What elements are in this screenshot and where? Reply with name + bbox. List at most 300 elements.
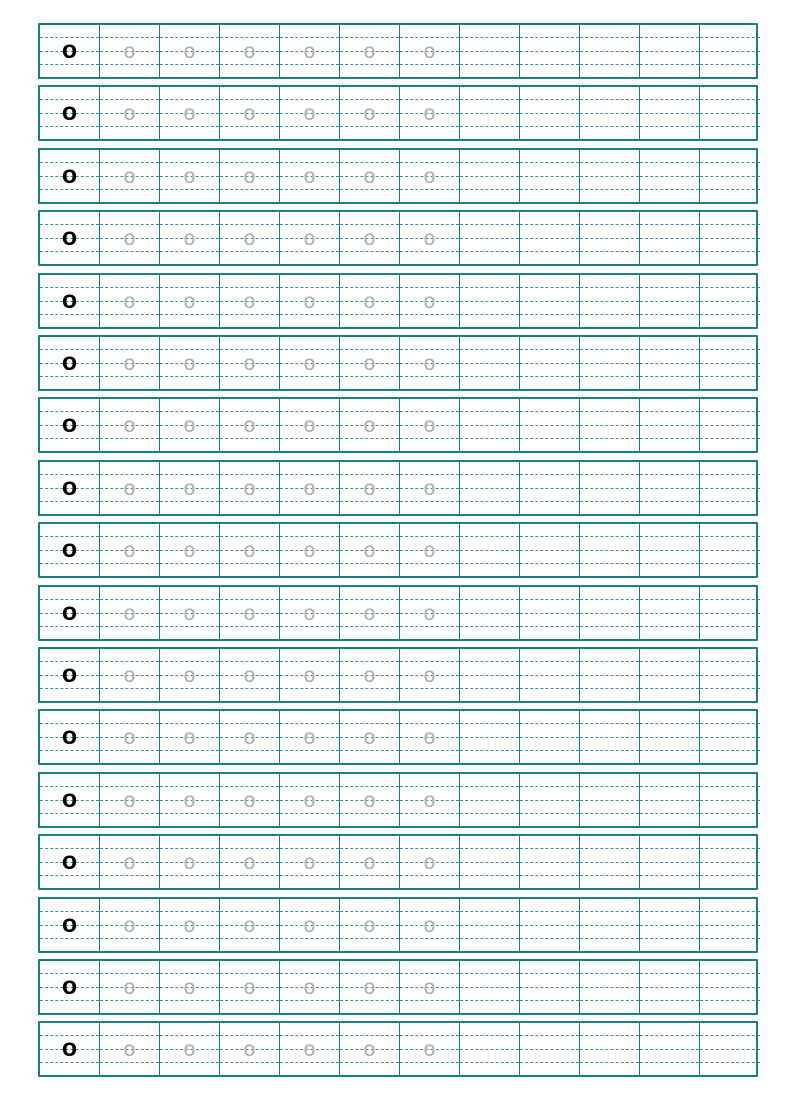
guide-line — [700, 987, 760, 988]
guide-line — [460, 113, 519, 114]
guide-line — [520, 925, 579, 926]
guide-line — [700, 862, 760, 863]
model-letter: o — [61, 36, 78, 64]
blank-practice-cell[interactable] — [700, 774, 760, 826]
guide-line — [700, 925, 760, 926]
trace-letter-cell — [280, 1023, 340, 1075]
trace-letter: o — [363, 914, 376, 937]
blank-practice-cell[interactable] — [460, 25, 520, 77]
blank-practice-cell[interactable] — [700, 1023, 760, 1075]
trace-letter: o — [243, 851, 256, 874]
trace-letter: o — [363, 414, 376, 437]
blank-practice-cell[interactable] — [520, 212, 580, 264]
trace-letter-cell — [340, 399, 400, 451]
guide-line — [520, 363, 579, 364]
blank-practice-cell[interactable] — [640, 899, 700, 951]
trace-letter: o — [183, 976, 196, 999]
blank-practice-cell[interactable] — [460, 587, 520, 639]
trace-letter: o — [183, 726, 196, 749]
trace-letter: o — [123, 726, 136, 749]
practice-row — [38, 772, 758, 828]
blank-practice-cell[interactable] — [640, 399, 700, 451]
trace-letter: o — [243, 914, 256, 937]
model-letter-cell — [40, 524, 100, 576]
guide-line — [460, 224, 519, 225]
trace-letter-cell — [400, 1023, 460, 1075]
guide-line — [460, 737, 519, 738]
trace-letter: o — [123, 539, 136, 562]
trace-letter-cell — [220, 649, 280, 701]
blank-practice-cell[interactable] — [520, 711, 580, 763]
guide-line — [700, 162, 760, 163]
guide-line — [460, 411, 519, 412]
blank-practice-cell[interactable] — [580, 711, 640, 763]
trace-letter: o — [363, 352, 376, 375]
guide-line — [520, 238, 579, 239]
blank-practice-cell[interactable] — [580, 212, 640, 264]
guide-line — [460, 973, 519, 974]
guide-line — [460, 474, 519, 475]
guide-line — [580, 786, 639, 787]
trace-letter: o — [243, 976, 256, 999]
blank-practice-cell[interactable] — [640, 212, 700, 264]
guide-line — [580, 750, 639, 751]
guide-line — [460, 786, 519, 787]
guide-line — [640, 1000, 699, 1001]
guide-line — [520, 626, 579, 627]
guide-line — [520, 1035, 579, 1036]
model-letter: o — [61, 98, 78, 126]
blank-practice-cell[interactable] — [640, 1023, 700, 1075]
model-letter-cell — [40, 899, 100, 951]
guide-line — [580, 37, 639, 38]
guide-line — [700, 64, 760, 65]
guide-line — [640, 750, 699, 751]
guide-line — [520, 786, 579, 787]
blank-practice-cell[interactable] — [460, 212, 520, 264]
blank-practice-cell[interactable] — [460, 899, 520, 951]
guide-line — [640, 786, 699, 787]
guide-line — [460, 911, 519, 912]
guide-line — [640, 1062, 699, 1063]
trace-letter: o — [123, 789, 136, 812]
guide-line — [640, 363, 699, 364]
trace-letter-cell — [100, 462, 160, 514]
trace-letter: o — [123, 352, 136, 375]
blank-practice-cell[interactable] — [700, 649, 760, 701]
trace-letter-cell — [220, 961, 280, 1013]
guide-line — [460, 599, 519, 600]
guide-line — [700, 411, 760, 412]
guide-line — [580, 661, 639, 662]
guide-line — [580, 737, 639, 738]
guide-line — [520, 51, 579, 52]
trace-letter-cell — [340, 212, 400, 264]
trace-letter-cell — [160, 836, 220, 888]
guide-line — [460, 750, 519, 751]
guide-line — [520, 688, 579, 689]
trace-letter-cell — [160, 1023, 220, 1075]
trace-letter: o — [243, 290, 256, 313]
blank-practice-cell[interactable] — [520, 87, 580, 139]
blank-practice-cell[interactable] — [460, 150, 520, 202]
practice-row — [38, 1021, 758, 1077]
guide-line — [580, 599, 639, 600]
practice-row — [38, 522, 758, 578]
trace-letter-cell — [220, 399, 280, 451]
trace-letter-cell — [160, 87, 220, 139]
guide-line — [640, 723, 699, 724]
trace-letter-cell — [340, 587, 400, 639]
trace-letter: o — [183, 602, 196, 625]
trace-letter-cell — [160, 399, 220, 451]
trace-letter: o — [363, 290, 376, 313]
blank-practice-cell[interactable] — [640, 25, 700, 77]
blank-practice-cell[interactable] — [460, 961, 520, 1013]
blank-practice-cell[interactable] — [700, 337, 760, 389]
blank-practice-cell[interactable] — [640, 150, 700, 202]
trace-letter: o — [243, 726, 256, 749]
trace-letter-cell — [160, 587, 220, 639]
trace-letter: o — [183, 1038, 196, 1061]
trace-letter-cell — [160, 150, 220, 202]
trace-letter-cell — [160, 649, 220, 701]
trace-letter: o — [243, 539, 256, 562]
guide-line — [580, 314, 639, 315]
guide-line — [700, 438, 760, 439]
trace-letter: o — [123, 914, 136, 937]
guide-line — [520, 189, 579, 190]
blank-practice-cell[interactable] — [700, 961, 760, 1013]
blank-practice-cell[interactable] — [700, 399, 760, 451]
trace-letter-cell — [340, 1023, 400, 1075]
guide-line — [460, 1035, 519, 1036]
trace-letter-cell — [400, 275, 460, 327]
blank-practice-cell[interactable] — [460, 87, 520, 139]
blank-practice-cell[interactable] — [580, 1023, 640, 1075]
blank-practice-cell[interactable] — [460, 275, 520, 327]
guide-line — [700, 501, 760, 502]
guide-line — [460, 126, 519, 127]
guide-line — [700, 376, 760, 377]
blank-practice-cell[interactable] — [580, 399, 640, 451]
blank-practice-cell[interactable] — [520, 836, 580, 888]
trace-letter: o — [183, 851, 196, 874]
guide-line — [580, 64, 639, 65]
guide-line — [700, 488, 760, 489]
guide-line — [460, 987, 519, 988]
blank-practice-cell[interactable] — [580, 462, 640, 514]
blank-practice-cell[interactable] — [460, 711, 520, 763]
guide-line — [460, 875, 519, 876]
blank-practice-cell[interactable] — [580, 587, 640, 639]
trace-letter: o — [123, 414, 136, 437]
blank-practice-cell[interactable] — [640, 524, 700, 576]
guide-line — [520, 287, 579, 288]
guide-line — [460, 925, 519, 926]
guide-line — [580, 301, 639, 302]
blank-practice-cell[interactable] — [700, 462, 760, 514]
trace-letter: o — [423, 976, 436, 999]
trace-letter: o — [423, 227, 436, 250]
blank-practice-cell[interactable] — [640, 337, 700, 389]
guide-line — [640, 613, 699, 614]
guide-line — [520, 848, 579, 849]
guide-line — [460, 376, 519, 377]
blank-practice-cell[interactable] — [460, 462, 520, 514]
guide-line — [700, 349, 760, 350]
guide-line — [520, 501, 579, 502]
blank-practice-cell[interactable] — [460, 649, 520, 701]
trace-letter-cell — [340, 462, 400, 514]
trace-letter: o — [243, 165, 256, 188]
guide-line — [640, 848, 699, 849]
blank-practice-cell[interactable] — [520, 1023, 580, 1075]
guide-line — [460, 613, 519, 614]
model-letter-cell — [40, 649, 100, 701]
trace-letter: o — [363, 165, 376, 188]
guide-line — [520, 113, 579, 114]
blank-practice-cell[interactable] — [580, 87, 640, 139]
trace-letter-cell — [220, 836, 280, 888]
practice-row — [38, 585, 758, 641]
blank-practice-cell[interactable] — [520, 399, 580, 451]
blank-practice-cell[interactable] — [520, 774, 580, 826]
blank-practice-cell[interactable] — [700, 836, 760, 888]
blank-practice-cell[interactable] — [580, 649, 640, 701]
trace-letter: o — [423, 290, 436, 313]
trace-letter: o — [363, 726, 376, 749]
blank-practice-cell[interactable] — [520, 462, 580, 514]
blank-practice-cell[interactable] — [700, 587, 760, 639]
blank-practice-cell[interactable] — [640, 275, 700, 327]
guide-line — [700, 113, 760, 114]
trace-letter: o — [183, 539, 196, 562]
guide-line — [640, 474, 699, 475]
trace-letter: o — [123, 602, 136, 625]
blank-practice-cell[interactable] — [700, 212, 760, 264]
guide-line — [520, 911, 579, 912]
model-letter-cell — [40, 87, 100, 139]
trace-letter: o — [183, 664, 196, 687]
blank-practice-cell[interactable] — [520, 275, 580, 327]
trace-letter: o — [303, 102, 316, 125]
guide-line — [700, 425, 760, 426]
guide-line — [460, 438, 519, 439]
guide-line — [580, 425, 639, 426]
guide-line — [640, 813, 699, 814]
guide-line — [700, 37, 760, 38]
blank-practice-cell[interactable] — [460, 774, 520, 826]
trace-letter-cell — [160, 462, 220, 514]
blank-practice-cell[interactable] — [640, 836, 700, 888]
guide-line — [520, 675, 579, 676]
blank-practice-cell[interactable] — [580, 275, 640, 327]
guide-line — [580, 501, 639, 502]
guide-line — [580, 675, 639, 676]
guide-line — [580, 875, 639, 876]
blank-practice-cell[interactable] — [580, 961, 640, 1013]
guide-line — [580, 911, 639, 912]
blank-practice-cell[interactable] — [640, 774, 700, 826]
trace-letter: o — [423, 414, 436, 437]
guide-line — [700, 613, 760, 614]
guide-line — [700, 848, 760, 849]
trace-letter: o — [423, 40, 436, 63]
trace-letter: o — [183, 414, 196, 437]
blank-practice-cell[interactable] — [640, 961, 700, 1013]
blank-practice-cell[interactable] — [520, 649, 580, 701]
guide-line — [520, 1049, 579, 1050]
guide-line — [460, 563, 519, 564]
trace-letter-cell — [220, 587, 280, 639]
guide-line — [640, 251, 699, 252]
trace-letter-cell — [100, 899, 160, 951]
trace-letter-cell — [340, 649, 400, 701]
blank-practice-cell[interactable] — [580, 836, 640, 888]
blank-practice-cell[interactable] — [640, 711, 700, 763]
blank-practice-cell[interactable] — [520, 25, 580, 77]
blank-practice-cell[interactable] — [700, 275, 760, 327]
model-letter-cell — [40, 1023, 100, 1075]
guide-line — [580, 224, 639, 225]
trace-letter: o — [123, 1038, 136, 1061]
guide-line — [580, 474, 639, 475]
blank-practice-cell[interactable] — [520, 587, 580, 639]
practice-row — [38, 959, 758, 1015]
trace-letter-cell — [400, 961, 460, 1013]
trace-letter: o — [423, 102, 436, 125]
guide-line — [520, 613, 579, 614]
blank-practice-cell[interactable] — [460, 836, 520, 888]
trace-letter-cell — [280, 524, 340, 576]
trace-letter-cell — [100, 587, 160, 639]
guide-line — [640, 51, 699, 52]
guide-line — [580, 1062, 639, 1063]
practice-row — [38, 647, 758, 703]
model-letter: o — [61, 785, 78, 813]
guide-line — [580, 189, 639, 190]
trace-letter: o — [123, 227, 136, 250]
trace-letter: o — [303, 726, 316, 749]
guide-line — [520, 813, 579, 814]
trace-letter-cell — [220, 899, 280, 951]
blank-practice-cell[interactable] — [520, 150, 580, 202]
blank-practice-cell[interactable] — [580, 337, 640, 389]
blank-practice-cell[interactable] — [520, 961, 580, 1013]
guide-line — [460, 363, 519, 364]
trace-letter: o — [363, 851, 376, 874]
blank-practice-cell[interactable] — [580, 899, 640, 951]
guide-line — [580, 688, 639, 689]
guide-line — [520, 875, 579, 876]
trace-letter: o — [123, 976, 136, 999]
guide-line — [700, 563, 760, 564]
guide-line — [580, 126, 639, 127]
guide-line — [640, 737, 699, 738]
guide-line — [640, 800, 699, 801]
blank-practice-cell[interactable] — [700, 87, 760, 139]
blank-practice-cell[interactable] — [580, 524, 640, 576]
blank-practice-cell[interactable] — [460, 337, 520, 389]
trace-letter: o — [303, 602, 316, 625]
blank-practice-cell[interactable] — [520, 337, 580, 389]
trace-letter: o — [183, 352, 196, 375]
trace-letter-cell — [400, 836, 460, 888]
blank-practice-cell[interactable] — [700, 25, 760, 77]
guide-line — [640, 126, 699, 127]
guide-line — [520, 37, 579, 38]
trace-letter: o — [303, 539, 316, 562]
trace-letter: o — [423, 352, 436, 375]
blank-practice-cell[interactable] — [700, 524, 760, 576]
trace-letter-cell — [340, 774, 400, 826]
guide-line — [700, 314, 760, 315]
blank-practice-cell[interactable] — [700, 150, 760, 202]
guide-line — [460, 301, 519, 302]
blank-practice-cell[interactable] — [460, 399, 520, 451]
guide-line — [520, 425, 579, 426]
trace-letter: o — [303, 352, 316, 375]
guide-line — [460, 189, 519, 190]
trace-letter-cell — [280, 711, 340, 763]
trace-letter: o — [363, 976, 376, 999]
trace-letter-cell — [280, 275, 340, 327]
blank-practice-cell[interactable] — [580, 150, 640, 202]
blank-practice-cell[interactable] — [700, 711, 760, 763]
guide-line — [580, 176, 639, 177]
model-letter-cell — [40, 587, 100, 639]
blank-practice-cell[interactable] — [640, 462, 700, 514]
guide-line — [580, 251, 639, 252]
guide-line — [700, 786, 760, 787]
model-letter: o — [61, 473, 78, 501]
trace-letter: o — [123, 40, 136, 63]
guide-line — [640, 287, 699, 288]
practice-row — [38, 460, 758, 516]
guide-line — [520, 862, 579, 863]
guide-line — [520, 488, 579, 489]
blank-practice-cell[interactable] — [640, 87, 700, 139]
guide-line — [700, 251, 760, 252]
blank-practice-cell[interactable] — [520, 524, 580, 576]
blank-practice-cell[interactable] — [580, 774, 640, 826]
trace-letter: o — [423, 851, 436, 874]
guide-line — [520, 162, 579, 163]
blank-practice-cell[interactable] — [640, 587, 700, 639]
blank-practice-cell[interactable] — [460, 1023, 520, 1075]
guide-line — [520, 251, 579, 252]
trace-letter: o — [303, 290, 316, 313]
guide-line — [580, 550, 639, 551]
practice-row — [38, 273, 758, 329]
blank-practice-cell[interactable] — [580, 25, 640, 77]
blank-practice-cell[interactable] — [700, 899, 760, 951]
guide-line — [640, 501, 699, 502]
guide-line — [520, 599, 579, 600]
guide-line — [700, 126, 760, 127]
blank-practice-cell[interactable] — [640, 649, 700, 701]
trace-letter: o — [363, 602, 376, 625]
guide-line — [580, 626, 639, 627]
practice-row — [38, 23, 758, 79]
blank-practice-cell[interactable] — [460, 524, 520, 576]
trace-letter-cell — [280, 836, 340, 888]
guide-line — [460, 176, 519, 177]
blank-practice-cell[interactable] — [520, 899, 580, 951]
guide-line — [700, 99, 760, 100]
trace-letter-cell — [100, 961, 160, 1013]
